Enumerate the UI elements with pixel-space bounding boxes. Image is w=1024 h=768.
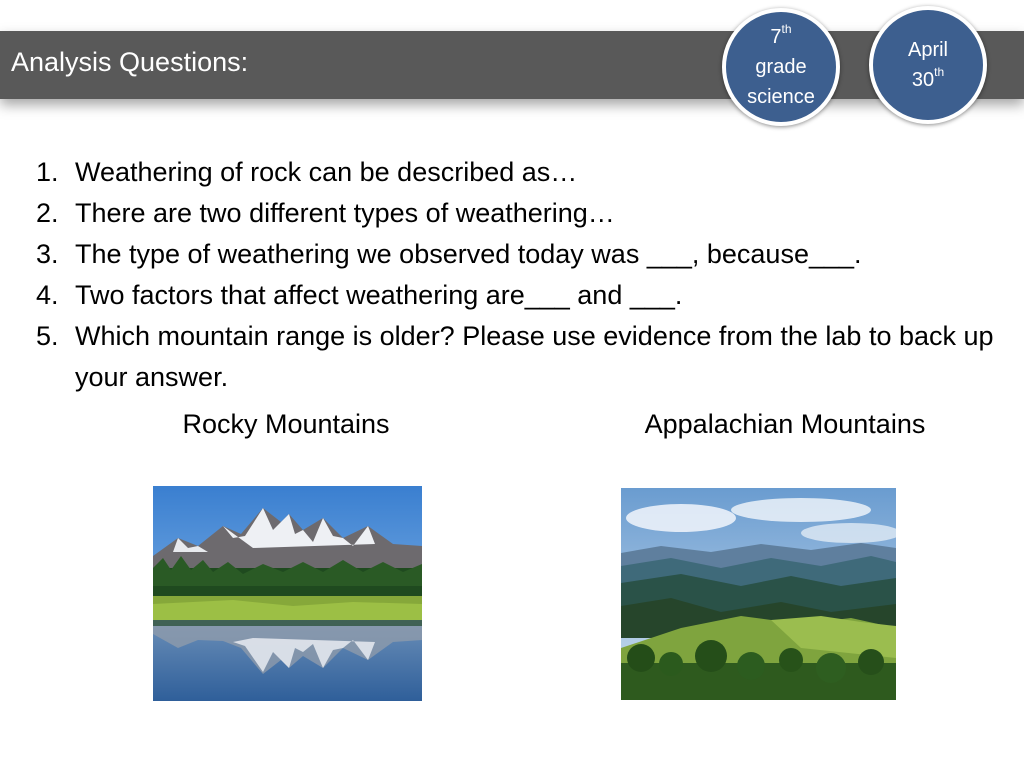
question-text: The type of weathering we observed today was ___, because___. — [75, 239, 862, 269]
date-badge-month: April — [907, 39, 948, 61]
question-number: 2. — [36, 198, 59, 228]
grade-badge-line2: grade — [755, 56, 807, 78]
rocky-mountains-caption: Rocky Mountains — [182, 409, 390, 439]
slide-title: Analysis Questions: — [11, 47, 249, 77]
rocky-mountains-photo — [153, 486, 422, 701]
appalachian-mountains-photo — [621, 488, 896, 700]
question-item — [36, 193, 1006, 234]
question-list — [36, 152, 1006, 398]
question-number: 3. — [36, 239, 59, 269]
date-badge-day: 30th — [911, 65, 945, 91]
question-text: Which mountain range is older? Please use evidence from the lab to back up your answer. — [75, 321, 994, 392]
question-item — [36, 316, 1006, 398]
grade-badge-line3: science — [747, 86, 815, 108]
question-number: 5. — [36, 321, 59, 351]
question-item — [36, 234, 1006, 275]
question-text: Weathering of rock can be described as… — [75, 157, 578, 187]
question-item — [36, 275, 1006, 316]
question-text: There are two different types of weathering… — [75, 198, 615, 228]
question-text: Two factors that affect weathering are___ and ___. — [75, 280, 683, 310]
grade-badge-line1: 7th — [770, 22, 792, 48]
grade-badge — [722, 8, 840, 126]
question-number: 1. — [36, 157, 59, 187]
date-badge — [869, 6, 987, 124]
question-number: 4. — [36, 280, 59, 310]
question-item — [36, 152, 1006, 193]
appalachian-mountains-caption: Appalachian Mountains — [644, 409, 926, 439]
